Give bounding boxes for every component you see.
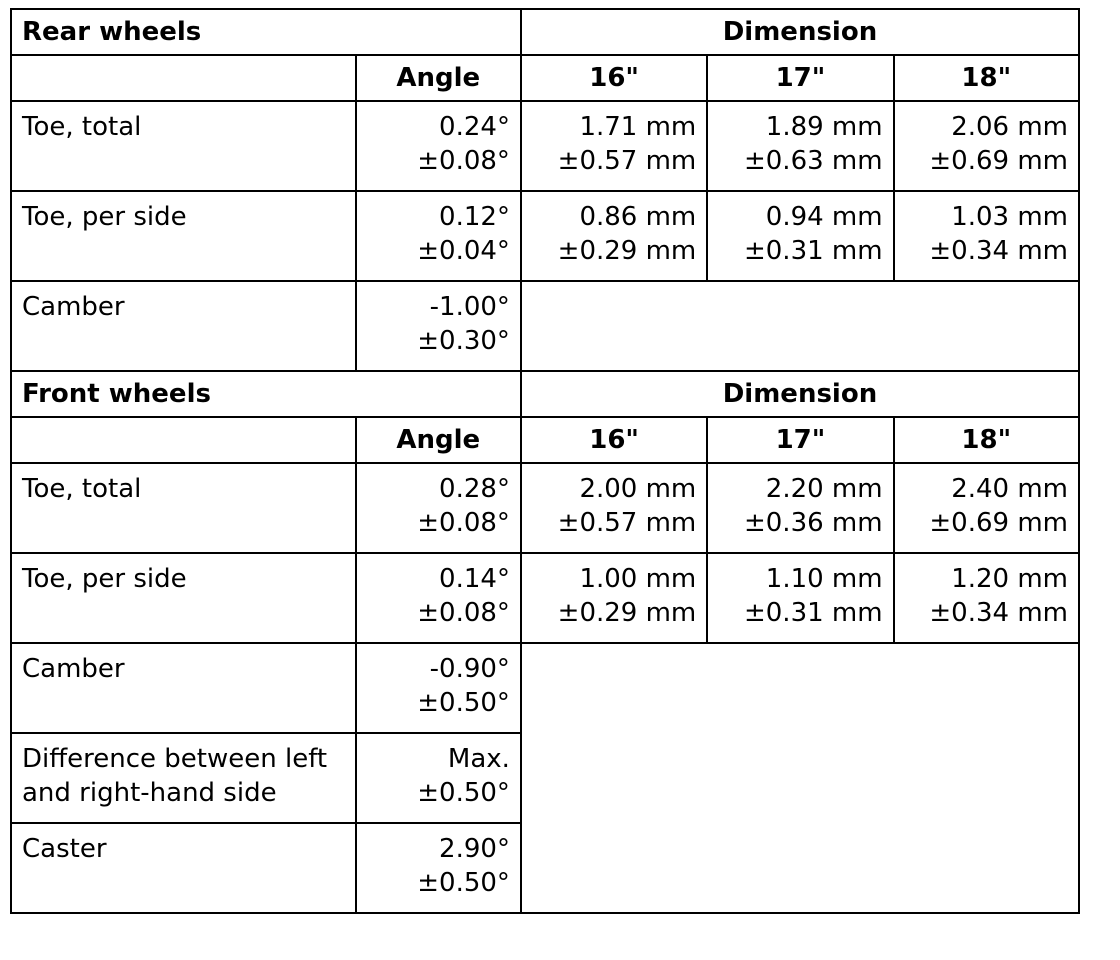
front-camber-label: Camber (11, 643, 356, 733)
rear-section-title: Rear wheels (11, 9, 521, 55)
front-camber-angle: -0.90° ±0.50° (356, 643, 521, 733)
rear-toe-total-18: 2.06 mm ±0.69 mm (894, 101, 1079, 191)
front-toe-per-side-18: 1.20 mm ±0.34 mm (894, 553, 1079, 643)
front-toe-per-side-angle: 0.14° ±0.08° (356, 553, 521, 643)
rear-toe-per-side-16: 0.86 mm ±0.29 mm (521, 191, 707, 281)
rear-toe-total-label: Toe, total (11, 101, 356, 191)
front-toe-total-17: 2.20 mm ±0.36 mm (707, 463, 893, 553)
rear-empty-header-cell (11, 55, 356, 101)
table-row (11, 191, 1079, 281)
rear-section-header (11, 9, 1079, 55)
front-toe-total-label: Toe, total (11, 463, 356, 553)
rear-toe-total-17: 1.89 mm ±0.63 mm (707, 101, 893, 191)
front-caster-label: Caster (11, 823, 356, 913)
front-difference-label: Difference between left and right-hand side (11, 733, 356, 823)
table-row (11, 553, 1079, 643)
front-toe-total-angle: 0.28° ±0.08° (356, 463, 521, 553)
front-toe-total-16: 2.00 mm ±0.57 mm (521, 463, 707, 553)
front-section-header (11, 371, 1079, 417)
rear-toe-total-angle: 0.24° ±0.08° (356, 101, 521, 191)
table-row (11, 281, 1079, 371)
rear-toe-per-side-label: Toe, per side (11, 191, 356, 281)
wheel-alignment-table (10, 8, 1080, 914)
front-dimension-header: Dimension (521, 371, 1079, 417)
rear-camber-label: Camber (11, 281, 356, 371)
rear-angle-header: Angle (356, 55, 521, 101)
front-toe-per-side-label: Toe, per side (11, 553, 356, 643)
front-column-header-row (11, 417, 1079, 463)
front-caster-angle: 2.90° ±0.50° (356, 823, 521, 913)
table-row (11, 643, 1079, 733)
rear-camber-angle: -1.00° ±0.30° (356, 281, 521, 371)
front-size-16-header: 16" (521, 417, 707, 463)
front-difference-angle: Max. ±0.50° (356, 733, 521, 823)
rear-dimension-header: Dimension (521, 9, 1079, 55)
front-size-18-header: 18" (894, 417, 1079, 463)
front-empty-header-cell (11, 417, 356, 463)
rear-toe-total-16: 1.71 mm ±0.57 mm (521, 101, 707, 191)
rear-size-17-header: 17" (707, 55, 893, 101)
rear-size-18-header: 18" (894, 55, 1079, 101)
front-empty-block (521, 643, 1079, 913)
rear-toe-per-side-angle: 0.12° ±0.04° (356, 191, 521, 281)
rear-toe-per-side-18: 1.03 mm ±0.34 mm (894, 191, 1079, 281)
table-row (11, 463, 1079, 553)
table-row (11, 101, 1079, 191)
front-toe-total-18: 2.40 mm ±0.69 mm (894, 463, 1079, 553)
front-angle-header: Angle (356, 417, 521, 463)
front-toe-per-side-16: 1.00 mm ±0.29 mm (521, 553, 707, 643)
front-toe-per-side-17: 1.10 mm ±0.31 mm (707, 553, 893, 643)
rear-camber-empty-cell (521, 281, 1079, 371)
front-section-title: Front wheels (11, 371, 521, 417)
front-size-17-header: 17" (707, 417, 893, 463)
rear-toe-per-side-17: 0.94 mm ±0.31 mm (707, 191, 893, 281)
rear-column-header-row (11, 55, 1079, 101)
rear-size-16-header: 16" (521, 55, 707, 101)
